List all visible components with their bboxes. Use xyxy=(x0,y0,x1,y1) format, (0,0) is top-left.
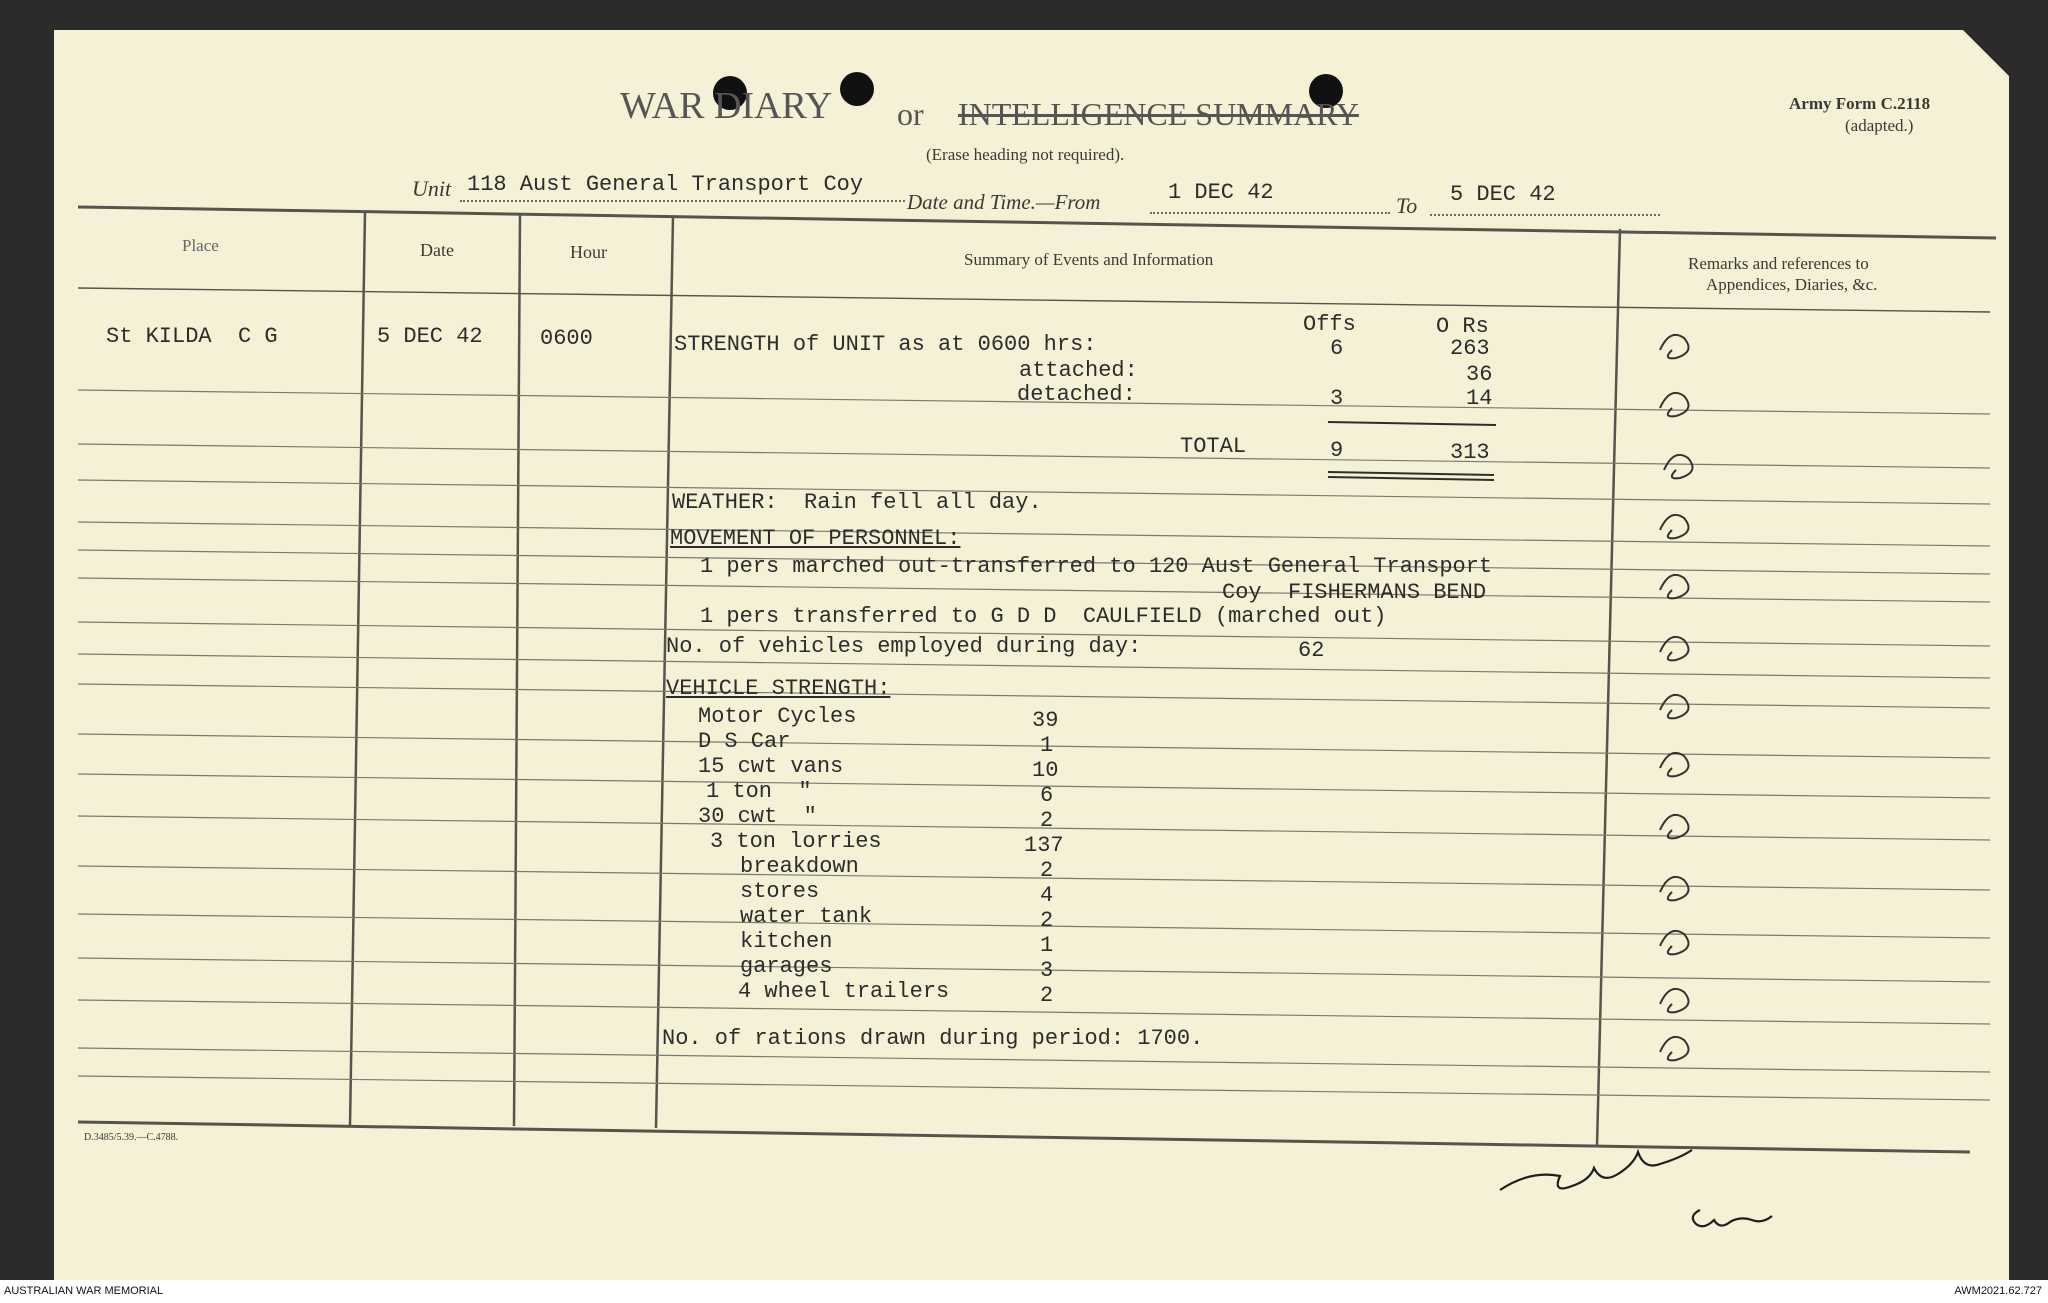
erase-heading-note: (Erase heading not required). xyxy=(926,145,1125,164)
unit-value: 118 Aust General Transport Coy xyxy=(467,172,864,197)
archive-footer xyxy=(0,1280,2048,1303)
col-rule-date xyxy=(514,214,520,1126)
movement-line3: 1 pers transferred to G D D CAULFIELD (marched out) xyxy=(700,604,1387,629)
row-rule xyxy=(78,1076,1990,1100)
total-offs-value: 9 xyxy=(1330,438,1344,463)
title-intelligence-summary-struck: INTELLIGENCE SUMMARY xyxy=(958,96,1359,132)
vehicle-count: 2 xyxy=(1040,983,1054,1008)
strength-offs-value: 6 xyxy=(1330,336,1344,361)
footer-right: AWM2021.62.727 xyxy=(1954,1285,2042,1297)
row-rule xyxy=(78,444,1990,468)
unit-label: Unit xyxy=(412,176,452,201)
weather-line: WEATHER: Rain fell all day. xyxy=(672,490,1042,515)
vehicle-count: 2 xyxy=(1040,858,1054,883)
vehicle-type: stores xyxy=(740,879,820,904)
vehicle-type: breakdown xyxy=(740,854,859,879)
title-or: or xyxy=(897,96,924,132)
to-date-value: 5 DEC 42 xyxy=(1450,182,1556,207)
from-date-value: 1 DEC 42 xyxy=(1168,180,1274,205)
vehicle-count: 2 xyxy=(1040,908,1054,933)
attached-ors-value: 36 xyxy=(1466,362,1493,387)
vehicle-type: water tank xyxy=(740,904,873,929)
detached-offs-value: 3 xyxy=(1330,386,1344,411)
vehicles-employed-value: 62 xyxy=(1298,638,1325,663)
vehicle-type: kitchen xyxy=(740,929,833,954)
vehicle-count: 2 xyxy=(1040,808,1054,833)
vehicle-type: 1 ton " xyxy=(706,779,812,804)
to-dotted-line xyxy=(1430,214,1660,216)
strength-title: STRENGTH of UNIT as at 0600 hrs: xyxy=(674,332,1097,357)
movement-line2: Coy FISHERMANS BEND xyxy=(1222,580,1487,605)
vehicle-type: 15 cwt vans xyxy=(698,754,844,779)
col-rule-place xyxy=(350,212,365,1126)
army-form-name: Army Form C.2118 xyxy=(1789,94,1931,113)
vehicle-type: garages xyxy=(740,954,833,979)
total-label: TOTAL xyxy=(1180,434,1247,459)
vehicle-type: Motor Cycles xyxy=(698,704,857,729)
to-label: To xyxy=(1396,193,1418,218)
row-rule xyxy=(78,734,1990,758)
vehicle-count: 137 xyxy=(1024,833,1064,858)
vehicle-count: 1 xyxy=(1040,933,1054,958)
detached-ors-value: 14 xyxy=(1466,386,1493,411)
vehicles-employed-label: No. of vehicles employed during day: xyxy=(666,634,1142,659)
total-ors-value: 313 xyxy=(1450,440,1490,465)
rations-line: No. of rations drawn during period: 1700. xyxy=(662,1026,1204,1051)
row-rule xyxy=(78,1000,1990,1024)
attached-label: attached: xyxy=(1019,358,1138,383)
vehicle-type: 3 ton lorries xyxy=(710,829,882,854)
strength-ors-header: O Rs xyxy=(1436,314,1489,339)
entry-place: St KILDA C G xyxy=(106,324,278,349)
vehicle-count: 3 xyxy=(1040,958,1054,983)
vehicle-type: 30 cwt " xyxy=(698,804,817,829)
strength-offs-header: Offs xyxy=(1303,312,1356,337)
row-rule xyxy=(78,914,1990,938)
army-form-adapted: (adapted.) xyxy=(1845,116,1914,135)
vehicle-count: 4 xyxy=(1040,883,1054,908)
row-rule xyxy=(78,684,1990,708)
col-header-summary: Summary of Events and Information xyxy=(964,250,1214,269)
signature-scrawl xyxy=(1500,1150,1772,1226)
vehicle-count: 10 xyxy=(1032,758,1059,783)
col-header-place: Place xyxy=(182,236,219,255)
vehicle-strength-heading: VEHICLE STRENGTH: xyxy=(666,676,891,701)
row-rule xyxy=(78,1048,1990,1072)
entry-hour: 0600 xyxy=(540,326,593,351)
strength-ors-value: 263 xyxy=(1450,336,1490,361)
vehicle-count: 39 xyxy=(1032,708,1059,733)
vehicle-type: 4 wheel trailers xyxy=(738,979,950,1004)
col-header-date: Date xyxy=(420,240,454,260)
vehicle-count: 6 xyxy=(1040,783,1054,808)
print-code: D.3485/5.39.—C.4788. xyxy=(84,1132,179,1143)
vehicle-type: D S Car xyxy=(698,729,791,754)
margin-initials xyxy=(1660,335,1693,1060)
entry-date: 5 DEC 42 xyxy=(377,324,483,349)
movement-line1: 1 pers marched out-transferred to 120 Aust General Transport xyxy=(700,554,1493,579)
movement-heading: MOVEMENT OF PERSONNEL: xyxy=(670,526,961,551)
vehicle-count: 1 xyxy=(1040,733,1054,758)
title-war-diary: WAR DIARY xyxy=(620,85,833,127)
from-dotted-line xyxy=(1150,212,1390,214)
footer-left: AUSTRALIAN WAR MEMORIAL xyxy=(4,1285,164,1297)
unit-dotted-line xyxy=(460,200,905,202)
date-time-from-label: Date and Time.—From xyxy=(907,190,1101,214)
col-rule-summary xyxy=(1597,229,1620,1146)
col-rule-hour xyxy=(656,217,673,1128)
row-rule xyxy=(78,522,1990,546)
row-rule xyxy=(78,866,1990,890)
signature xyxy=(1500,1160,1503,1161)
col-header-hour: Hour xyxy=(570,242,607,262)
col-header-remarks-line2: Appendices, Diaries, &c. xyxy=(1706,275,1878,294)
form-bottom-rule xyxy=(78,1122,1970,1152)
row-rule xyxy=(78,958,1990,982)
col-header-remarks-line1: Remarks and references to xyxy=(1688,254,1869,273)
row-rule xyxy=(78,578,1990,602)
detached-label: detached: xyxy=(1017,382,1136,407)
